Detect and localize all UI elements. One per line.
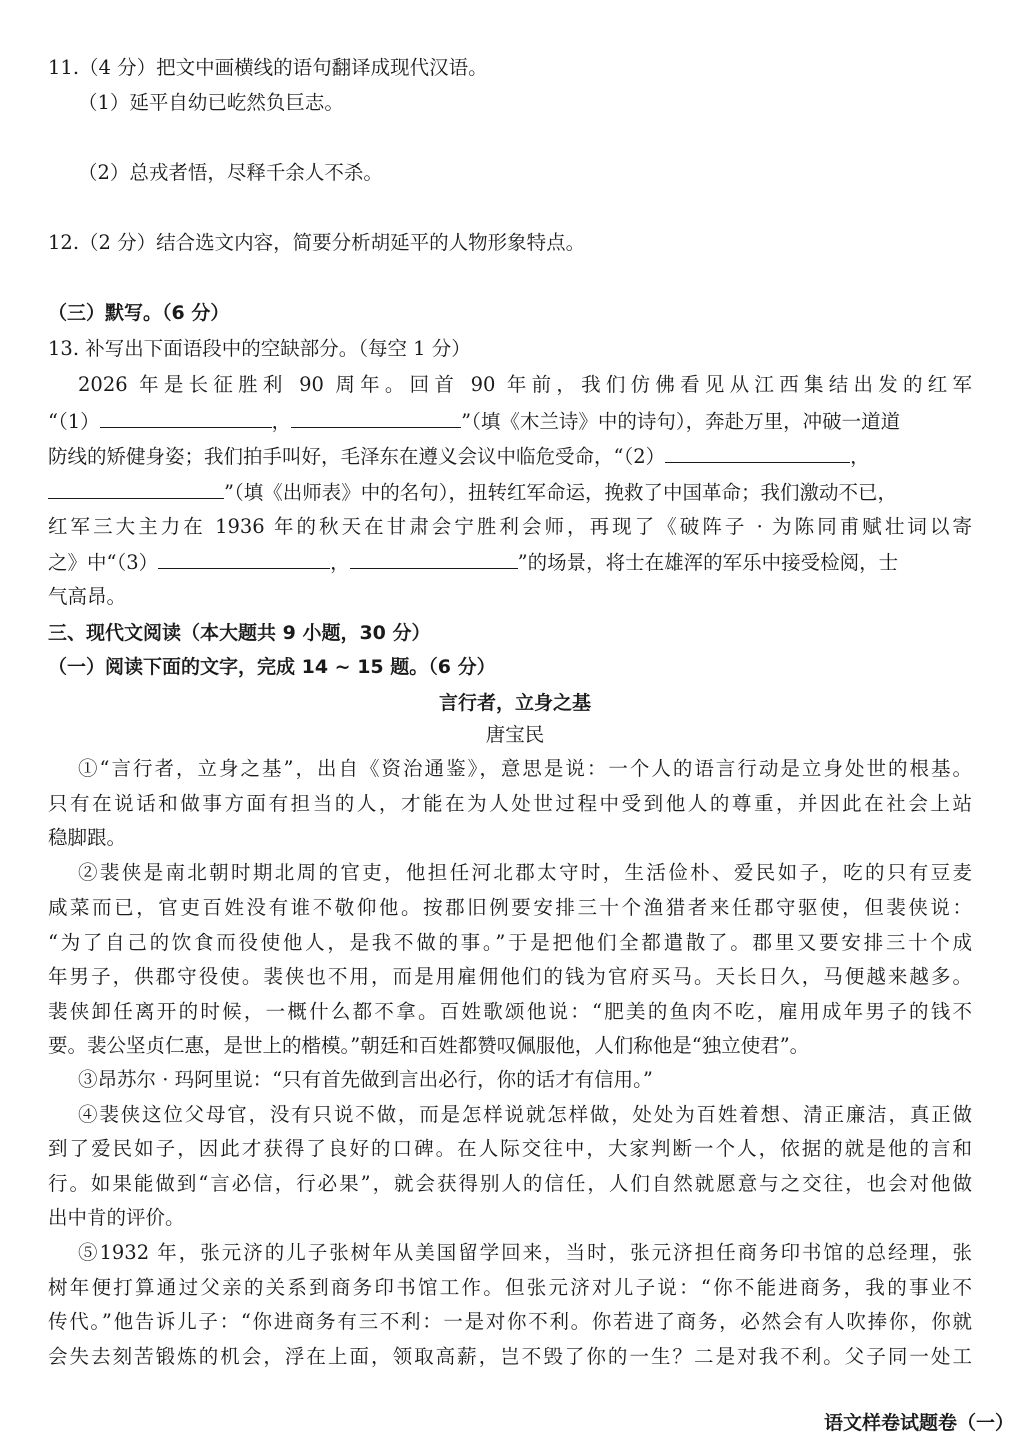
answer-blank-2b[interactable]: [48, 478, 224, 499]
q11-sub2: （2）总戎者悟，尽释千余人不杀。: [78, 161, 383, 184]
q13-line-4-text: ”（填《出师表》中的名句），扭转红军命运，挽救了中国革命；我们激动不已，: [224, 481, 897, 504]
part-3-sub-heading: （一）阅读下面的文字，完成 14 ~ 15 题。（6 分）: [48, 656, 496, 678]
part-3-heading: 三、现代文阅读（本大题共 9 小题，30 分）: [48, 622, 431, 644]
article-paragraph-1-line: 只有在说话和做事方面有担当的人，才能在为人处世过程中受到他人的尊重，并因此在社会上站: [48, 792, 972, 815]
article-paragraph-2-line: ②裴侠是南北朝时期北周的官吏，他担任河北郡太守时，生活俭朴、爱民如子，吃的只有豆麦: [78, 861, 972, 884]
q13-line-3-text: 防线的矫健身姿；我们拍手叫好，毛泽东在遵义会议中临危受命，“（2）: [48, 445, 666, 468]
q13-passage-line-7: 气高昂。: [48, 585, 127, 608]
article-paragraph-4-line: ④裴侠这位父母官，没有只说不做，而是怎样说就怎样做，处处为百姓着想、清正廉洁，真正做: [78, 1103, 972, 1126]
comma: ，: [330, 551, 350, 574]
article-title: 言行者，立身之基: [438, 692, 591, 714]
article-author: 唐宝民: [485, 723, 545, 746]
q13-passage-line-3: [48, 442, 972, 470]
article-paragraph-4-line: 到了爱民如子，因此才获得了良好的口碑。在人际交往中，大家判断一个人，依据的就是他的言和: [48, 1137, 972, 1160]
article-paragraph-4-line: 行。如果能做到“言必信，行必果”，就会获得别人的信任，人们自然就愿意与之交往，也会对他做: [48, 1172, 972, 1195]
article-paragraph-2-line: 要。裴公坚贞仁惠，是世上的楷模。”朝廷和百姓都赞叹佩服他，人们称他是“独立使君”。: [48, 1034, 810, 1057]
page-footer: 语文样卷试题卷（一）: [823, 1412, 1014, 1434]
q13-passage-line-4: [48, 478, 972, 506]
q13-line-6-text: 之》中“（3）: [48, 551, 159, 574]
answer-blank-1b[interactable]: [291, 407, 461, 428]
answer-blank-1a[interactable]: [100, 407, 272, 428]
comma: ，: [850, 445, 870, 468]
q12-stem: 12.（2 分）结合选文内容，简要分析胡延平的人物形象特点。: [48, 231, 586, 254]
q13-stem: 13. 补写出下面语段中的空缺部分。（每空 1 分）: [48, 337, 471, 360]
q13-passage-line-1: 2026 年是长征胜利 90 周年。回首 90 年前，我们仿佛看见从江西集结出发的红军: [78, 373, 972, 396]
q13-passage-line-5: 红军三大主力在 1936 年的秋天在甘肃会宁胜利会师，再现了《破阵子 · 为陈同甫赋壮词以寄: [48, 515, 972, 538]
article-paragraph-5-line: 传代。”他告诉儿子：“你进商务有三不利：一是对你不利。你若进了商务，必然会有人吹捧你，你就: [48, 1310, 972, 1333]
q13-quote-open-1: “（1）: [48, 410, 100, 433]
article-paragraph-2-line: 咸菜而已，官吏百姓没有谁不敬仰他。按郡旧例要安排三十个渔猎者来任郡守驱使，但裴侠说：: [48, 896, 972, 919]
q13-passage-line-6: [48, 548, 972, 576]
answer-blank-3a[interactable]: [158, 548, 330, 569]
q11-stem: 11.（4 分）把文中画横线的语句翻译成现代汉语。: [48, 56, 488, 79]
article-paragraph-3-line: ③昂苏尔 · 玛阿里说：“只有首先做到言出必行，你的话才有信用。”: [78, 1068, 653, 1091]
q11-sub1: （1）延平自幼已屹然负巨志。: [78, 91, 344, 114]
article-paragraph-2-line: “为了自己的饮食而役使他人，是我不做的事。”于是把他们全都遣散了。郡里又要安排三十个成: [48, 931, 972, 954]
answer-blank-2a[interactable]: [665, 442, 850, 463]
q13-line-6-tail: ”的场景，将士在雄浑的军乐中接受检阅，士: [517, 551, 899, 574]
article-paragraph-2-line: 裴侠卸任离开的时候，一概什么都不拿。百姓歌颂他说：“肥美的鱼肉不吃，雇用成年男子的钱不: [48, 1000, 972, 1023]
article-paragraph-4-line: 出中肯的评价。: [48, 1206, 185, 1229]
q13-line-2-tail: ”（填《木兰诗》中的诗句），奔赴万里，冲破一道道: [461, 410, 901, 433]
article-paragraph-2-line: 年男子，供郡守役使。裴侠也不用，而是用雇佣他们的钱为官府买马。天长日久，马便越来越多。: [48, 965, 972, 988]
article-paragraph-1-line: 稳脚跟。: [48, 826, 127, 849]
article-paragraph-5-line: ⑤1932 年，张元济的儿子张树年从美国留学回来，当时，张元济担任商务印书馆的总经理，张: [78, 1241, 972, 1264]
article-paragraph-5-line: 树年便打算通过父亲的关系到商务印书馆工作。但张元济对儿子说：“你不能进商务，我的事业不: [48, 1276, 972, 1299]
section-3-heading: （三）默写。（6 分）: [48, 302, 230, 324]
article-paragraph-5-line: 会失去刻苦锻炼的机会，浮在上面，领取高薪，岂不毁了你的一生？二是对我不利。父子同一处工: [48, 1345, 972, 1368]
answer-blank-3b[interactable]: [350, 548, 518, 569]
q13-passage-line-2: [48, 407, 972, 435]
article-paragraph-1-line: ①“言行者，立身之基”，出自《资治通鉴》，意思是说：一个人的语言行动是立身处世的根基。: [78, 757, 972, 780]
comma: ，: [271, 410, 292, 433]
